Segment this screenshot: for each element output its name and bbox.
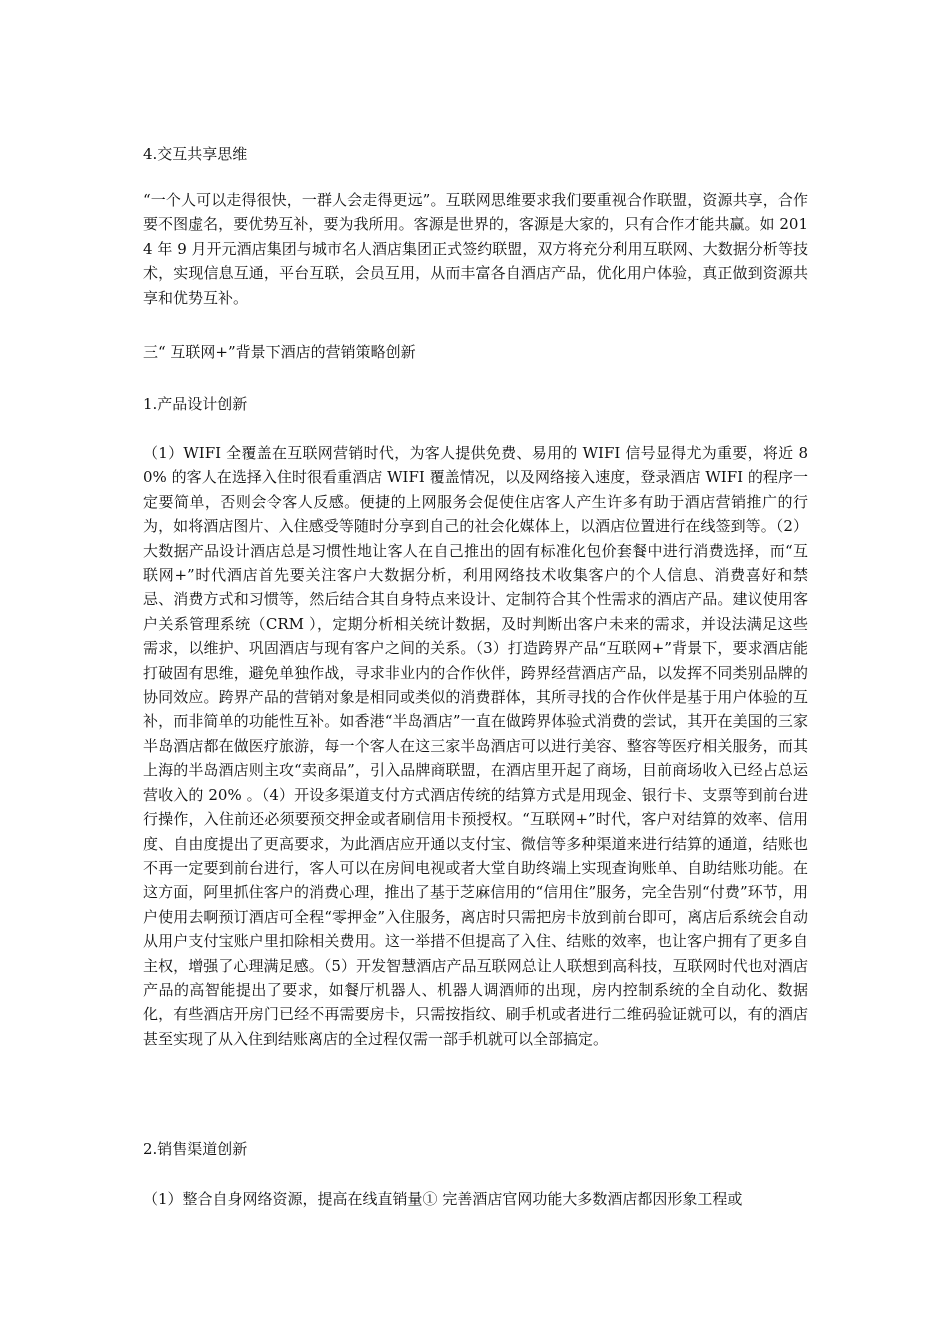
section-heading-sales-channel: 2.销售渠道创新 xyxy=(143,1140,248,1158)
section-heading-product-design: 1.产品设计创新 xyxy=(143,395,248,413)
paragraph-product-design: （1）WIFI 全覆盖在互联网营销时代，为客人提供免费、易用的 WIFI 信号显得尤为重要，将近 80% 的客人在选择入住时很看重酒店 WIFI 覆盖情况，以及网络接入速度，登录酒店 WIFI 的程序一定要简单，否则会令客人反感。便捷的上网服务会促使住店客人产生许多有助于酒店营销推广的行为，如将酒店图片、入住感受等随时分享到自己的社会化媒体上，以酒店位置进行在线签到等。（2）大数据产品设计酒店总是习惯性地让客人在自己推出的固有标准化包价套餐中进行消费选择，而“互联网+”时代酒店首先要关注客户大数据分析，利用网络技术收集客户的个人信息、消费喜好和禁忌、消费方式和习惯等，然后结合其自身特点来设计、定制符合其个性需求的酒店产品。建议使用客户关系管理系统（CRM ），定期分析相关统计数据，及时判断出客户未来的需求，并设法满足这些需求，以维护、巩固酒店与现有客户之间的关系。（3）打造跨界产品“互联网+”背景下，要求酒店能打破固有思维，避免单独作战，寻求非业内的合作伙伴，跨界经营酒店产品，以发挥不同类别品牌的协同效应。跨界产品的营销对象是相同或类似的消费群体，其所寻找的合作伙伴是基于用户体验的互补，而非简单的功能性互补。如香港“半岛酒店”一直在做跨界体验式消费的尝试，其开在美国的三家半岛酒店都在做医疗旅游，每一个客人在这三家半岛酒店可以进行美容、整容等医疗相关服务，而其上海的半岛酒店则主攻“卖商品”，引入品牌商联盟，在酒店里开起了商场，目前商场收入已经占总运营收入的 20% 。（4）开设多渠道支付方式酒店传统的结算方式是用现金、银行卡、支票等到前台进行操作，入住前还必须要预交押金或者刷信用卡预授权。“互联网+”时代，客户对结算的效率、信用度、自由度提出了更高要求，为此酒店应开通以支付宝、微信等多种渠道来进行结算的通道，结账也不再一定要到前台进行，客人可以在房间电视或者大堂自助终端上实现查询账单、自助结账功能。在这方面，阿里抓住客户的消费心理，推出了基于芝麻信用的“信用住”服务，完全告别“付费”环节，用户使用去啊预订酒店可全程“零押金”入住服务，离店时只需把房卡放到前台即可，离店后系统会自动从用户支付宝账户里扣除相关费用。这一举措不但提高了入住、结账的效率，也让客户拥有了更多自主权，增强了心理满足感。（5）开发智慧酒店产品互联网总让人联想到高科技，互联网时代也对酒店产品的高智能提出了要求，如餐厅机器人、机器人调酒师的出现，房内控制系统的全自动化、数据化，有些酒店开房门已经不再需要房卡，只需按指纹、刷手机或者进行二维码验证就可以，有的酒店甚至实现了从入住到结账离店的全过程仅需一部手机就可以全部搞定。 xyxy=(143,444,808,1048)
paragraph-sales-channel: （1）整合自身网络资源，提高在线直销量① 完善酒店官网功能大多数酒店都因形象工程或 xyxy=(143,1190,743,1208)
section-heading-interaction-sharing: 4.交互共享思维 xyxy=(143,145,248,163)
section-heading-marketing-strategy: 三“ 互联网+”背景下酒店的营销策略创新 xyxy=(143,343,416,361)
paragraph-interaction-sharing: “一个人可以走得很快，一群人会走得更远”。互联网思维要求我们要重视合作联盟，资源共享，合作要不图虚名，要优势互补，要为我所用。客源是世界的，客源是大家的，只有合作才能共赢。如 2014 年 9 月开元酒店集团与城市名人酒店集团正式签约联盟，双方将充分利用互联网、大数据分析等技术，实现信息互通，平台互联，会员互用，从而丰富各自酒店产品，优化用户体验，真正做到资源共享和优势互补。 xyxy=(143,191,808,307)
